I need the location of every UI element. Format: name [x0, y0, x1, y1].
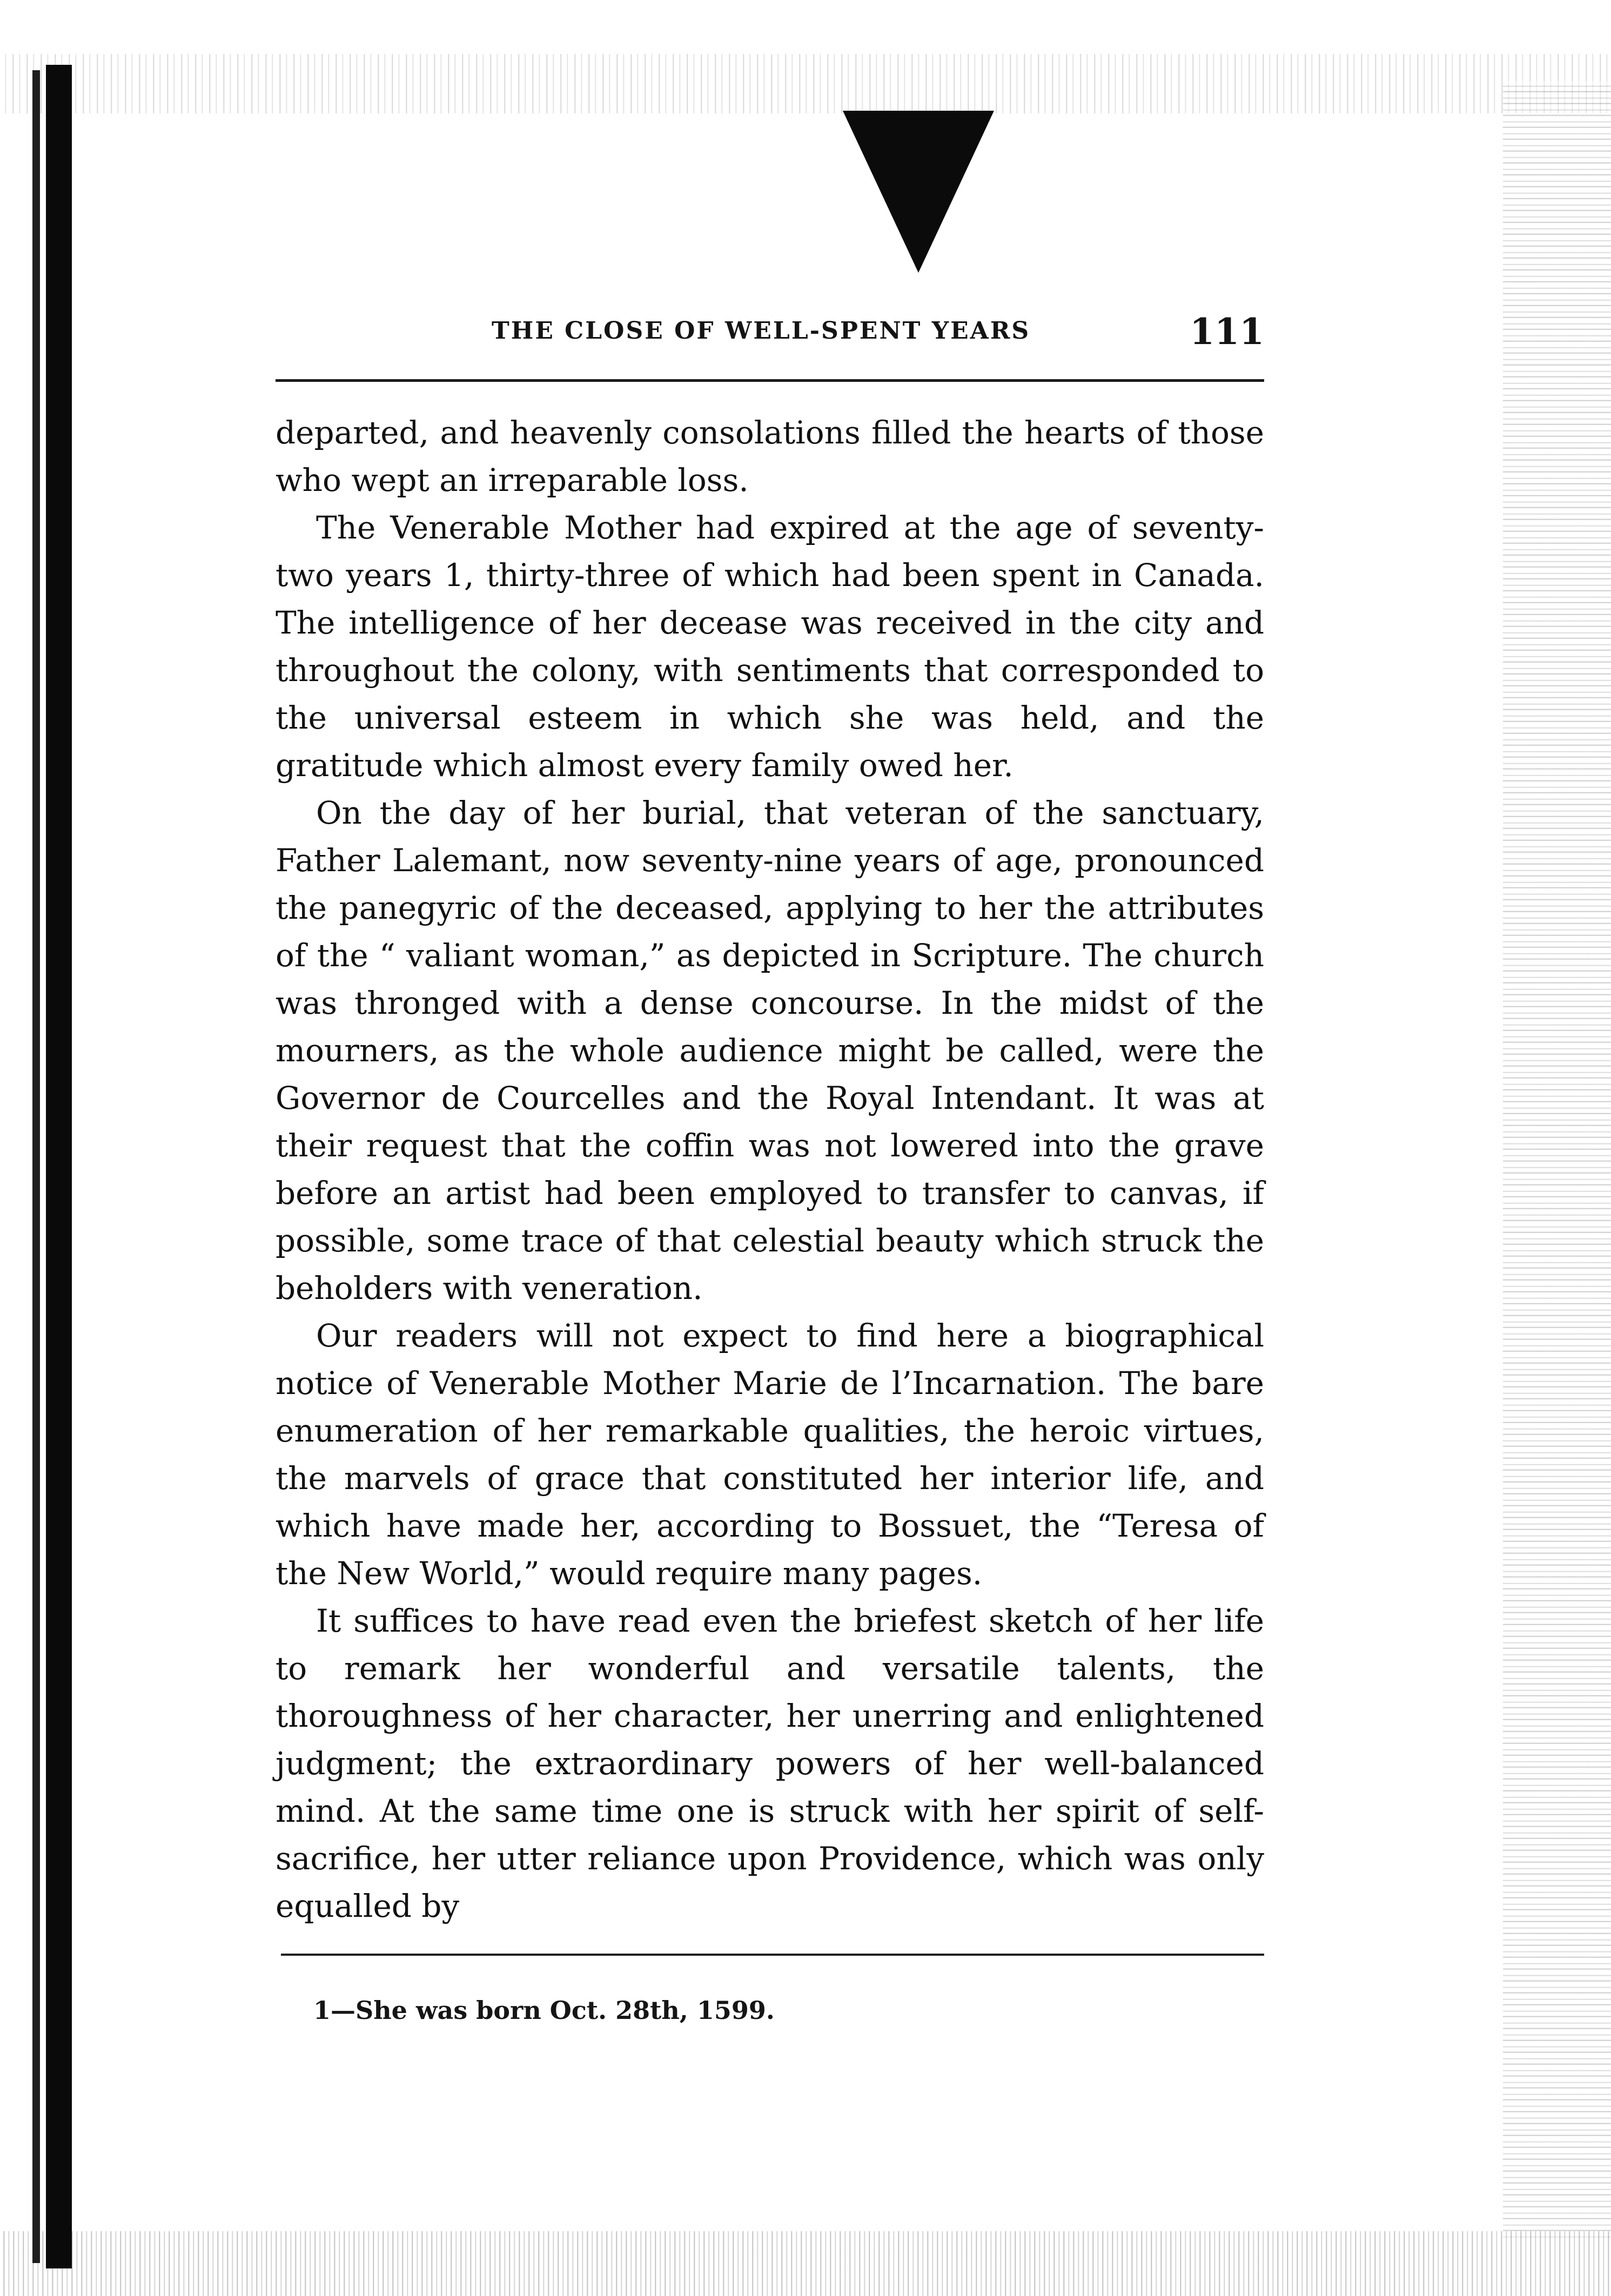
page-number: 111 [1190, 311, 1264, 353]
scan-noise-bottom [0, 2231, 1611, 2296]
body-text [276, 409, 1264, 1930]
footnote: 1—She was born Oct. 28th, 1599. [313, 1996, 775, 2025]
scan-noise-right [1503, 81, 1611, 2241]
paragraph: On the day of her burial, that veteran of the sanctuary, Father Lalemant, now seventy-nine years of age, pronounced the panegyric of the deceased, applying to her the attributes of the “ valiant woman,” as depicted in Scripture. The church was thronged with a dense concourse. In the midst of the mourners, as the whole audience might be called, were the Governor de Courcelles and the Royal Intendant. It was at their request that the coffin was not lowered into the grave before an artist had been employed to transfer to canvas, if possible, some trace of that celestial beauty which struck the beholders with veneration. [276, 794, 1264, 1307]
running-head [276, 311, 1264, 354]
scan-noise-top [0, 54, 1611, 113]
paragraph: departed, and heavenly consolations filled the hearts of those who wept an irreparable loss. [276, 414, 1264, 499]
page-tear-mark [843, 111, 994, 273]
paragraph: Our readers will not expect to find here a biographical notice of Venerable Mother Marie de l’Incarnation. The bare enumeration of her remarkable qualities, the heroic virtues, the marvels of grace that constituted her interior life, and which have made her, according to Bossuet, the “Teresa of the New World,” would require many pages. [276, 1317, 1264, 1592]
header-rule [276, 379, 1264, 382]
binding-shadow [46, 65, 72, 2268]
binding-shadow-thin [32, 70, 40, 2263]
footnote-rule [281, 1954, 1264, 1956]
paragraph: The Venerable Mother had expired at the age of seventy-two years 1, thirty-three of which had been spent in Canada. The intelligence of her decease was received in the city and throughout the colony, with sentiments that corresponded to the universal esteem in which she was held, and the gratitude which almost every family owed her. [276, 509, 1264, 784]
paragraph: It suffices to have read even the briefest sketch of her life to remark her wonderful and versatile talents, the thoroughness of her character, her unerring and enlightened judgment; the extraordinary powers of her well-balanced mind. At the same time one is struck with her spirit of self-sacrifice, her utter reliance upon Providence, which was only equalled by [276, 1603, 1264, 1924]
running-title: THE CLOSE OF WELL-SPENT YEARS [492, 317, 1031, 345]
